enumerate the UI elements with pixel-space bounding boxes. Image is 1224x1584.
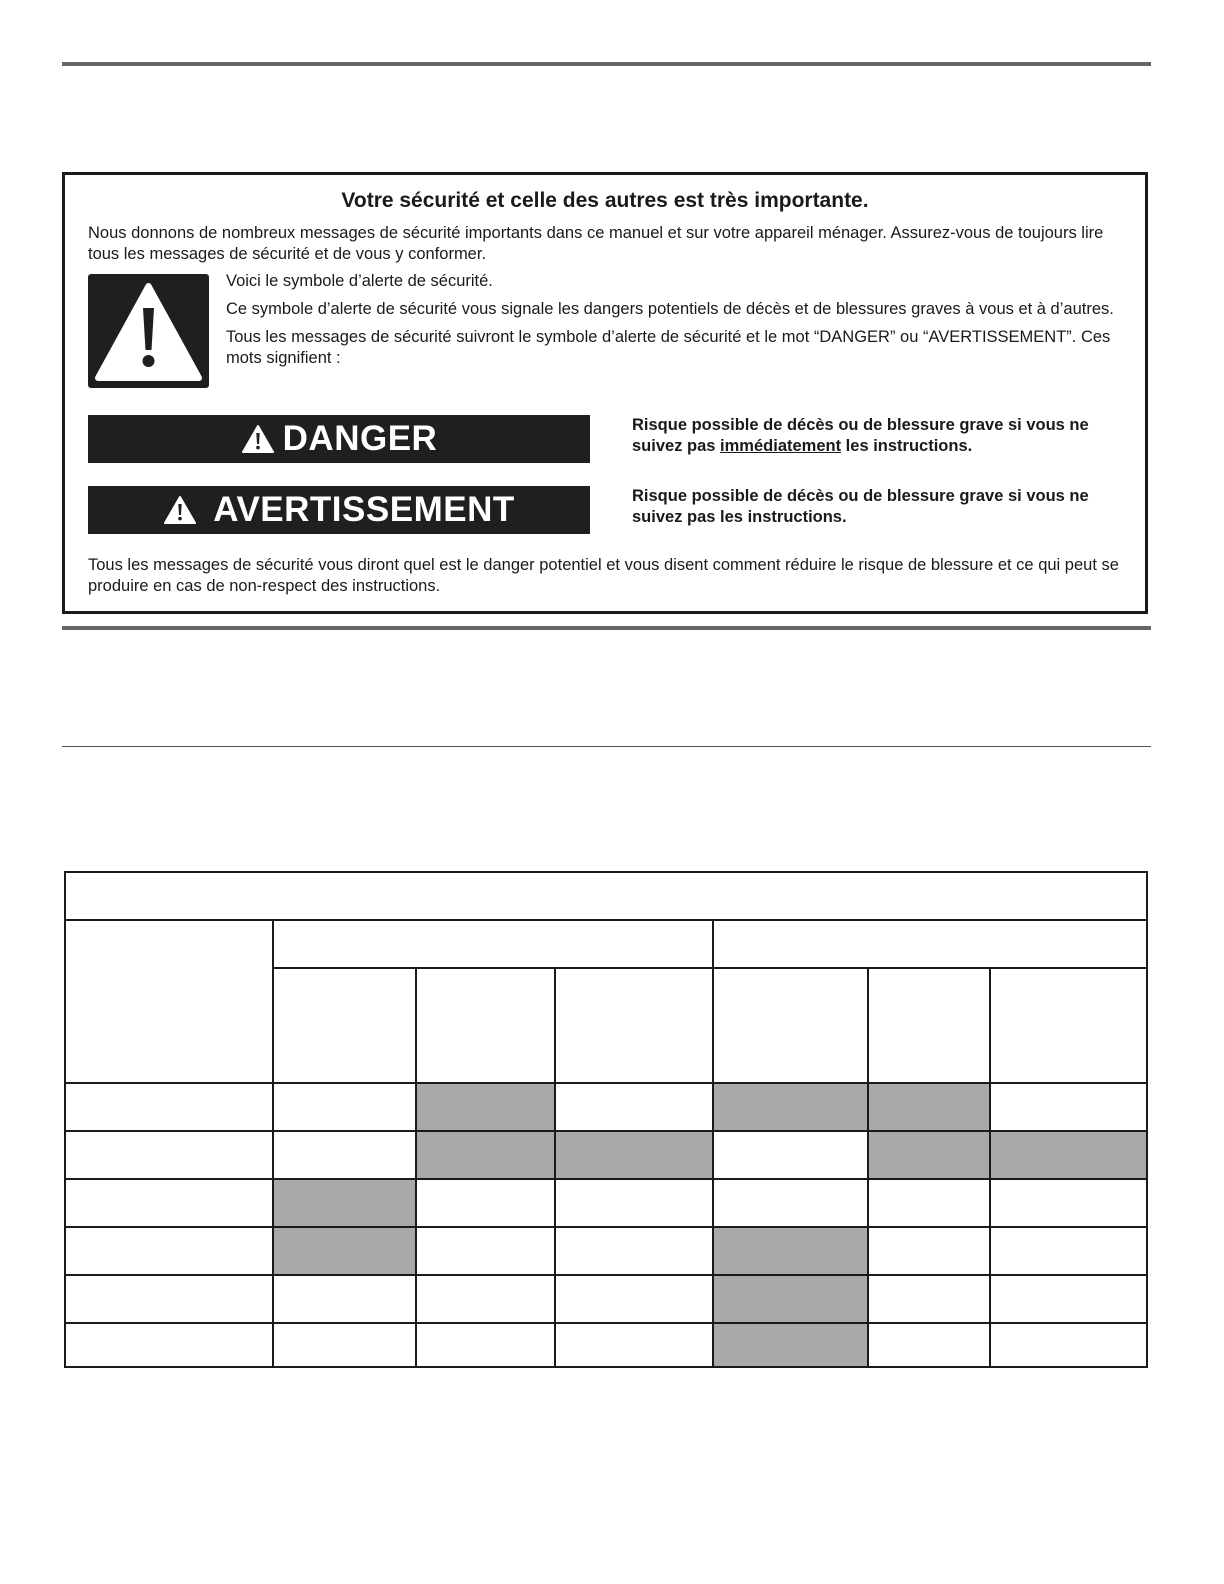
table-grid-line	[64, 1226, 1148, 1228]
table-cell	[712, 1322, 867, 1368]
symbol-line-1: Voici le symbole d’alerte de sécurité.	[226, 272, 493, 290]
table-cell	[989, 1082, 1148, 1130]
table-cell	[415, 1130, 554, 1178]
table-grid-line	[64, 1178, 1148, 1180]
table-cell	[712, 1274, 867, 1322]
danger-alert-icon	[241, 424, 275, 454]
table-cell	[554, 1082, 712, 1130]
section-rule	[62, 626, 1151, 630]
table-grid-line	[64, 919, 1148, 921]
table-grid-line	[64, 1366, 1148, 1368]
table-cell	[272, 1322, 415, 1368]
safety-alert-icon	[88, 274, 209, 388]
table-cell	[554, 1274, 712, 1322]
table-grid-line	[1146, 871, 1148, 1368]
warning-alert-icon	[163, 495, 197, 525]
table-cell	[415, 1274, 554, 1322]
danger-label: DANGER	[282, 419, 438, 458]
table-cell	[415, 1226, 554, 1274]
symbol-line-3: Tous les messages de sécurité suivront le symbole d’alerte de sécurité et le mot “DANGER” ou “AVERTISSEMENT”. Ces mots signifient :	[226, 328, 1111, 367]
top-rule	[62, 62, 1151, 66]
table-grid-line	[415, 967, 417, 1368]
table-grid-line	[989, 967, 991, 1368]
table-cell	[989, 1226, 1148, 1274]
table-cell	[554, 1130, 712, 1178]
table-cell	[272, 1178, 415, 1226]
table-cell	[712, 1178, 867, 1226]
table-cell	[415, 1082, 554, 1130]
table-cell	[867, 1082, 989, 1130]
safety-box	[62, 172, 1148, 614]
table-cell	[554, 1322, 712, 1368]
danger-description: Risque possible de décès ou de blessure grave si vous ne suivez pas immédiatement les instructions.	[632, 416, 1089, 455]
table-cell	[415, 1322, 554, 1368]
thin-rule	[62, 746, 1151, 747]
shading-table	[64, 871, 1148, 1368]
table-grid-line	[64, 871, 1148, 873]
table-cell	[989, 1178, 1148, 1226]
table-cell	[554, 1226, 712, 1274]
table-cell	[272, 1130, 415, 1178]
safety-intro: Nous donnons de nombreux messages de sécurité importants dans ce manuel et sur votre appareil ménager. Assurez-vous de toujours lire tous les messages de sécurité et de vous y conformer.	[88, 224, 1104, 263]
table-grid-line	[554, 967, 556, 1368]
table-grid-line	[64, 1130, 1148, 1132]
table-cell	[989, 1322, 1148, 1368]
table-cell	[712, 1226, 867, 1274]
table-cell	[272, 1226, 415, 1274]
table-grid-line	[64, 1322, 1148, 1324]
table-cell	[712, 1082, 867, 1130]
symbol-explanations	[226, 271, 1116, 376]
table-grid-line	[64, 1274, 1148, 1276]
table-cell	[415, 1178, 554, 1226]
warning-bar	[88, 486, 590, 534]
table-grid-line	[272, 919, 274, 1368]
table-cell	[867, 1322, 989, 1368]
table-cell	[989, 1130, 1148, 1178]
table-cell	[867, 1274, 989, 1322]
table-grid-line	[867, 967, 869, 1368]
table-grid-line	[712, 919, 714, 1368]
table-cell	[554, 1178, 712, 1226]
table-cell	[867, 1130, 989, 1178]
table-cell	[712, 1130, 867, 1178]
danger-bar	[88, 415, 590, 463]
warning-description: Risque possible de décès ou de blessure grave si vous ne suivez pas les instructions.	[632, 487, 1089, 526]
safety-outro: Tous les messages de sécurité vous diront quel est le danger potentiel et vous disent comment réduire le risque de blessure et ce qui peut se produire en cas de non-respect des instructions.	[88, 556, 1119, 595]
table-grid-line	[272, 967, 1148, 969]
safety-title: Votre sécurité et celle des autres est très importante.	[341, 189, 869, 212]
table-cell	[272, 1082, 415, 1130]
table-cell	[272, 1274, 415, 1322]
table-grid-line	[64, 1082, 1148, 1084]
table-cell	[867, 1178, 989, 1226]
table-cell	[867, 1226, 989, 1274]
table-grid-line	[64, 871, 66, 1368]
warning-label: AVERTISSEMENT	[213, 490, 515, 529]
symbol-line-2: Ce symbole d’alerte de sécurité vous signale les dangers potentiels de décès et de blessures graves à vous et à d’autres.	[226, 300, 1114, 318]
table-cell	[989, 1274, 1148, 1322]
